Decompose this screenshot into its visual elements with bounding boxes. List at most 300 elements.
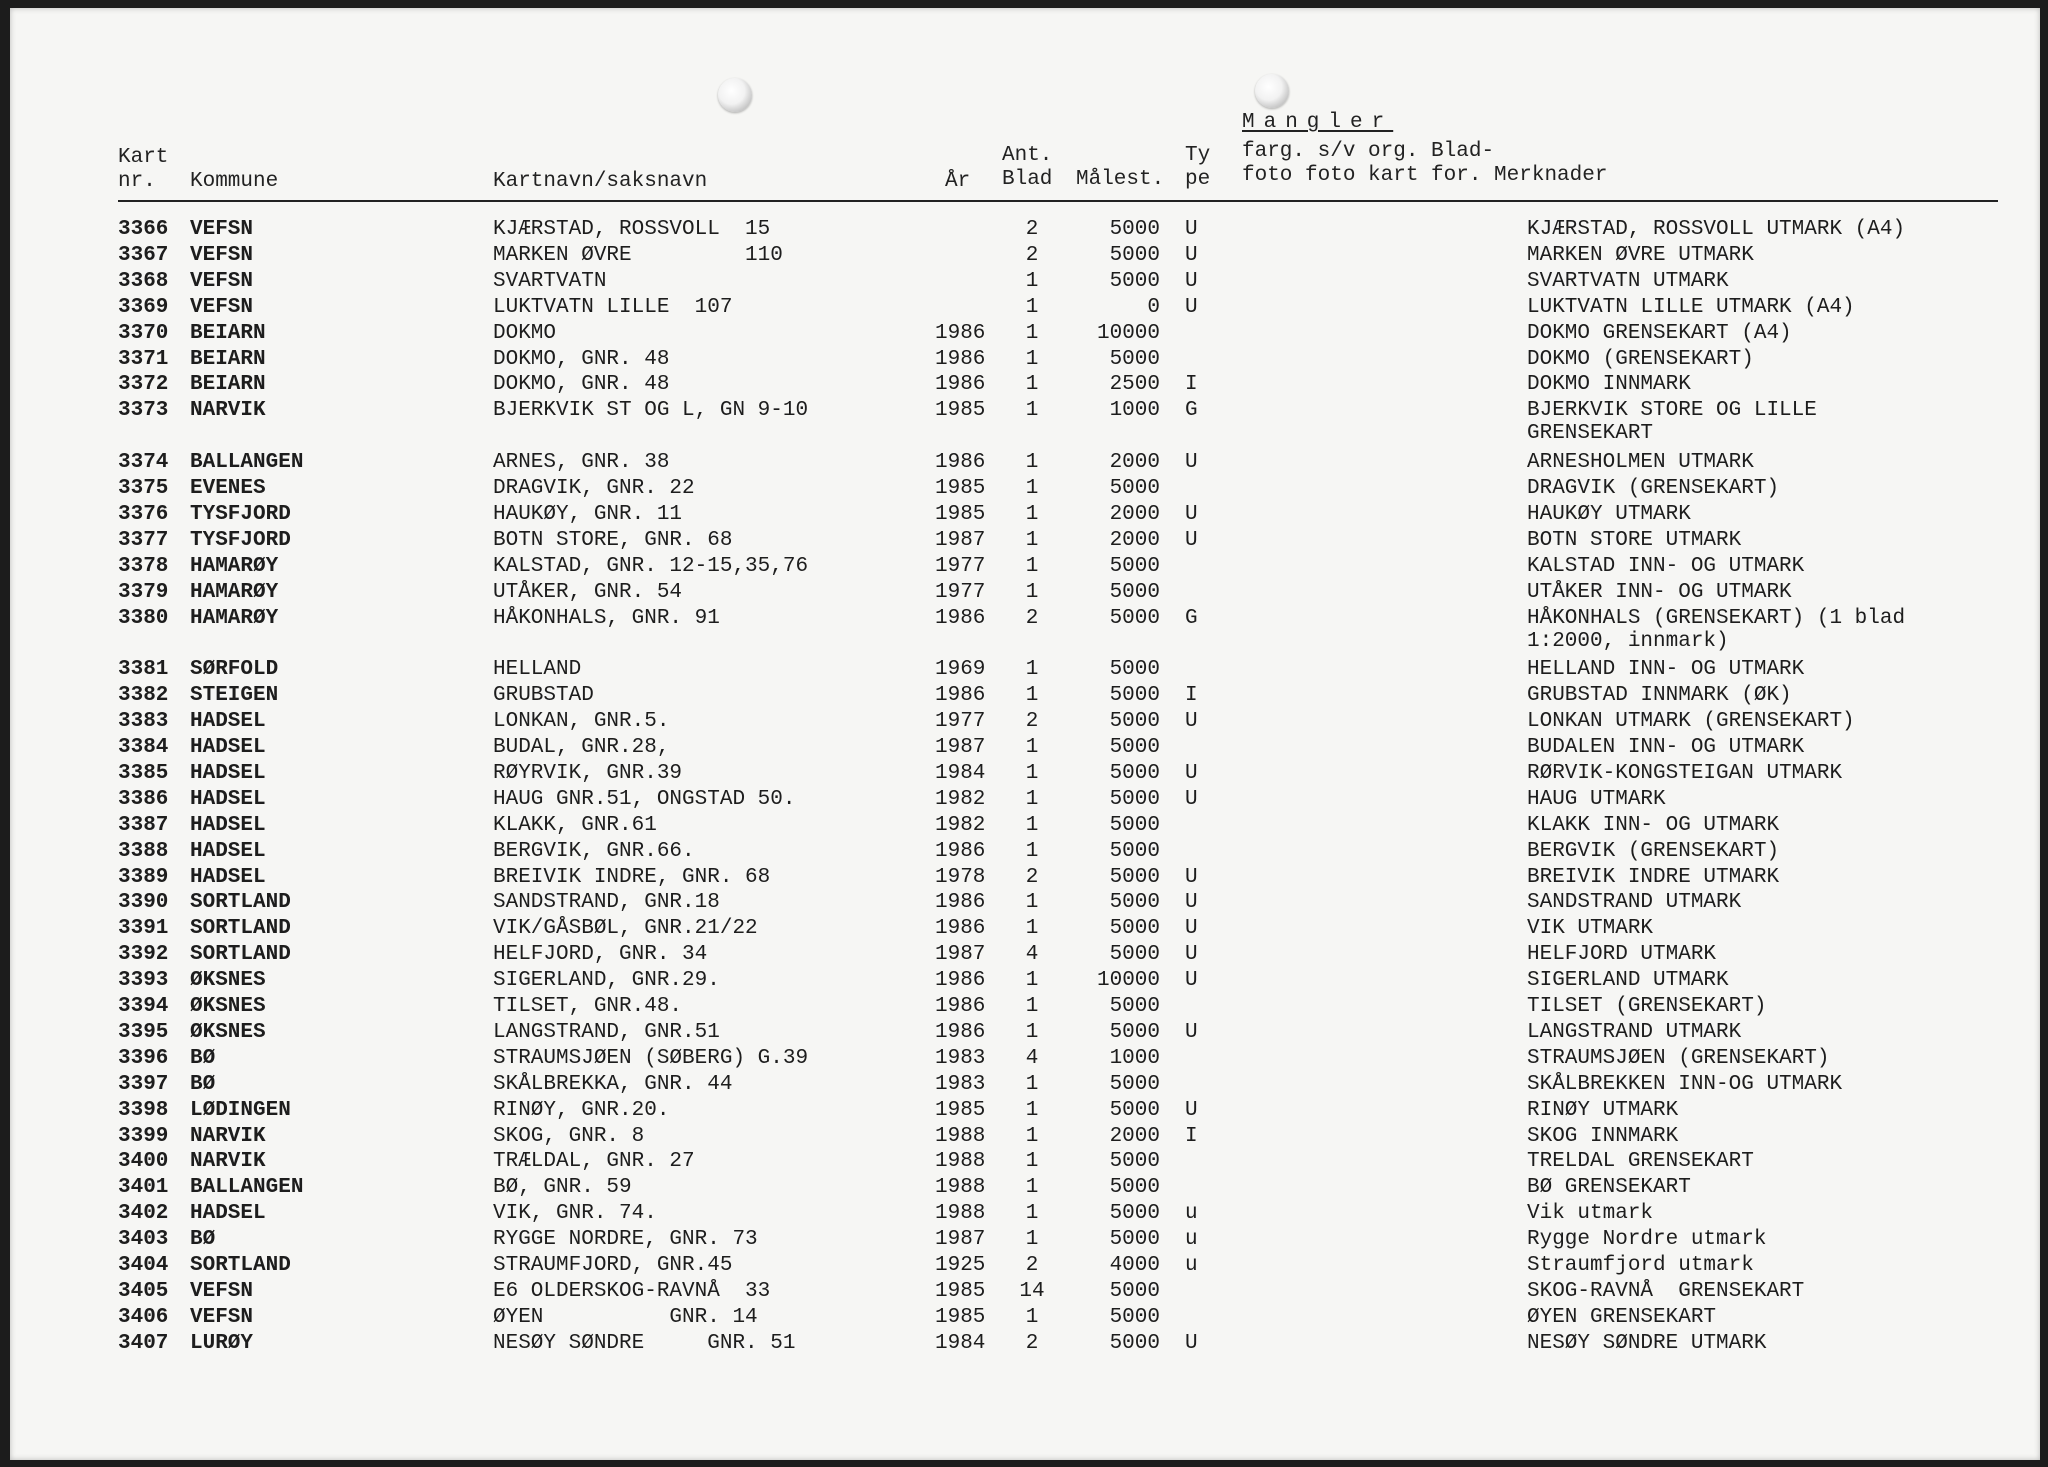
row-malestokk: 10000: [1096, 969, 1160, 993]
row-blad: 1: [1025, 1176, 1039, 1200]
row-number: 3385: [118, 761, 169, 785]
row-type: U: [1185, 502, 1198, 526]
row-number: 3372: [118, 373, 169, 397]
row-kommune: LURØY: [190, 1331, 254, 1355]
table-row: [10, 1073, 2040, 1099]
row-blad: 2: [1025, 710, 1039, 734]
row-blad: 4: [1025, 943, 1039, 967]
row-kartnavn: E6 OLDERSKOG-RAVNÅ 33: [493, 1279, 771, 1303]
row-merknad: ARNESHOLMEN UTMARK: [1527, 451, 1754, 475]
row-kartnavn: TRÆLDAL, GNR. 27: [493, 1150, 695, 1174]
punch-hole-right: [1255, 74, 1289, 108]
row-kommune: BALLANGEN: [190, 451, 304, 475]
row-malestokk: 5000: [1109, 554, 1160, 578]
row-kommune: BALLANGEN: [190, 1176, 304, 1200]
table-row: [10, 788, 2040, 814]
row-malestokk: 5000: [1109, 839, 1160, 863]
row-ar: 1986: [935, 321, 986, 345]
row-malestokk: 5000: [1109, 1202, 1160, 1226]
row-type: U: [1185, 710, 1198, 734]
row-merknad: HELFJORD UTMARK: [1527, 943, 1717, 967]
row-malestokk: 5000: [1109, 1305, 1160, 1329]
row-kartnavn: MARKEN ØVRE 110: [493, 243, 783, 267]
row-kommune: SORTLAND: [190, 917, 291, 941]
row-malestokk: 5000: [1109, 813, 1160, 837]
row-merknad: Rygge Nordre utmark: [1527, 1228, 1767, 1252]
row-kommune: ØKSNES: [190, 969, 266, 993]
row-number: 3386: [118, 787, 169, 811]
row-kartnavn: RYGGE NORDRE, GNR. 73: [493, 1228, 758, 1252]
row-merknad: LUKTVATN LILLE UTMARK (A4): [1527, 295, 1855, 319]
row-number: 3369: [118, 295, 169, 319]
row-kommune: HAMARØY: [190, 554, 279, 578]
row-number: 3401: [118, 1176, 169, 1200]
row-kartnavn: DOKMO: [493, 321, 557, 345]
row-ar: 1986: [935, 451, 986, 475]
row-kartnavn: KJÆRSTAD, ROSSVOLL 15: [493, 218, 771, 241]
row-kartnavn: RØYRVIK, GNR.39: [493, 761, 683, 785]
row-number: 3368: [118, 269, 169, 293]
row-merknad: TILSET (GRENSEKART): [1527, 995, 1767, 1018]
row-blad: 1: [1025, 321, 1039, 345]
row-malestokk: 5000: [1109, 347, 1160, 371]
row-type: U: [1185, 269, 1198, 293]
row-type: U: [1185, 1098, 1198, 1122]
row-kommune: NARVIK: [190, 1124, 266, 1148]
row-merknad: BOTN STORE UTMARK: [1527, 528, 1742, 552]
row-merknad: SIGERLAND UTMARK: [1527, 969, 1729, 993]
row-kartnavn: BUDAL, GNR.28,: [493, 736, 670, 759]
row-type: U: [1185, 295, 1198, 319]
row-ar: 1986: [935, 995, 986, 1018]
row-ar: 1988: [935, 1124, 986, 1148]
row-kommune: ØKSNES: [190, 1020, 266, 1044]
row-kommune: HADSEL: [190, 813, 266, 837]
row-merknad: DOKMO (GRENSEKART): [1527, 347, 1754, 371]
row-type: u: [1185, 1254, 1198, 1277]
table-row: [10, 917, 2040, 943]
row-number: 3389: [118, 865, 169, 889]
row-type: u: [1185, 1202, 1198, 1226]
row-ar: 1985: [935, 477, 986, 500]
table-row: [10, 1202, 2040, 1228]
table-row: [10, 1332, 2040, 1358]
row-ar: 1925: [935, 1254, 986, 1277]
table-row: [10, 1280, 2040, 1306]
row-malestokk: 5000: [1109, 1098, 1160, 1122]
row-number: 3383: [118, 710, 169, 734]
row-blad: 1: [1025, 373, 1039, 397]
table-row: [10, 891, 2040, 917]
row-kommune: VEFSN: [190, 243, 254, 267]
row-kommune: SØRFOLD: [190, 658, 279, 682]
row-merknad: SKOG-RAVNÅ GRENSEKART: [1527, 1279, 1805, 1303]
row-kommune: NARVIK: [190, 1150, 266, 1174]
row-number: 3375: [118, 477, 169, 500]
row-blad: 1: [1025, 917, 1039, 941]
row-ar: 1977: [935, 554, 986, 578]
header-kart-line2: nr.: [118, 170, 156, 193]
row-kommune: ØKSNES: [190, 995, 266, 1018]
table-row: [10, 555, 2040, 581]
row-kommune: VEFSN: [190, 218, 254, 241]
row-ar: 1988: [935, 1150, 986, 1174]
row-ar: 1986: [935, 606, 986, 630]
table-row: [10, 943, 2040, 969]
row-merknad: Vik utmark: [1527, 1202, 1654, 1226]
row-number: 3406: [118, 1305, 169, 1329]
row-kartnavn: LUKTVATN LILLE 107: [493, 295, 733, 319]
table-row: [10, 1254, 2040, 1280]
row-kommune: TYSFJORD: [190, 528, 291, 552]
row-blad: 1: [1025, 736, 1039, 759]
row-merknad: GRUBSTAD INNMARK (ØK): [1527, 684, 1792, 708]
row-blad: 1: [1025, 347, 1039, 371]
row-merknad: BJERKVIK STORE OG LILLE GRENSEKART: [1527, 399, 1817, 446]
row-blad: 2: [1025, 1254, 1039, 1277]
row-ar: 1986: [935, 1020, 986, 1044]
row-kartnavn: HAUG GNR.51, ONGSTAD 50.: [493, 787, 796, 811]
row-kommune: HADSEL: [190, 710, 266, 734]
row-number: 3387: [118, 813, 169, 837]
row-blad: 2: [1025, 243, 1039, 267]
row-kartnavn: GRUBSTAD: [493, 684, 594, 708]
row-kommune: SORTLAND: [190, 891, 291, 915]
row-number: 3384: [118, 736, 169, 759]
row-merknad: HAUKØY UTMARK: [1527, 502, 1691, 526]
row-merknad: LONKAN UTMARK (GRENSEKART): [1527, 710, 1855, 734]
row-malestokk: 4000: [1109, 1254, 1160, 1277]
row-kommune: BØ: [190, 1072, 216, 1096]
header-type-line2: pe: [1185, 168, 1211, 191]
row-merknad: HÅKONHALS (GRENSEKART) (1 blad 1:2000, innmark): [1527, 606, 1906, 653]
row-merknad: KJÆRSTAD, ROSSVOLL UTMARK (A4): [1527, 218, 1906, 241]
row-blad: 1: [1025, 269, 1039, 293]
row-kartnavn: NESØY SØNDRE GNR. 51: [493, 1331, 796, 1355]
row-ar: 1986: [935, 684, 986, 708]
row-malestokk: 0: [1147, 295, 1160, 319]
row-blad: 1: [1025, 995, 1039, 1018]
row-merknad: RINØY UTMARK: [1527, 1098, 1679, 1122]
row-type: U: [1185, 1331, 1198, 1355]
row-kommune: LØDINGEN: [190, 1098, 291, 1122]
row-blad: 1: [1025, 399, 1039, 423]
row-kartnavn: DOKMO, GNR. 48: [493, 347, 670, 371]
row-type: U: [1185, 943, 1198, 967]
row-malestokk: 5000: [1109, 787, 1160, 811]
row-kartnavn: DOKMO, GNR. 48: [493, 373, 670, 397]
row-merknad: SKOG INNMARK: [1527, 1124, 1679, 1148]
table-row: [10, 736, 2040, 762]
table-row: [10, 969, 2040, 995]
row-kartnavn: RINØY, GNR.20.: [493, 1098, 670, 1122]
row-number: 3371: [118, 347, 169, 371]
row-number: 3405: [118, 1279, 169, 1303]
punch-hole-left: [718, 78, 752, 112]
row-malestokk: 5000: [1109, 761, 1160, 785]
row-kommune: BEIARN: [190, 347, 266, 371]
row-ar: 1982: [935, 813, 986, 837]
row-blad: 1: [1025, 1098, 1039, 1122]
row-malestokk: 5000: [1109, 736, 1160, 759]
header-kommune: Kommune: [190, 170, 279, 193]
row-ar: 1988: [935, 1176, 986, 1200]
row-ar: 1983: [935, 1046, 986, 1070]
header-ant-line1: Ant.: [1002, 144, 1053, 167]
row-number: 3407: [118, 1331, 169, 1355]
row-blad: 1: [1025, 477, 1039, 500]
table-row: [10, 606, 2040, 653]
row-blad: 2: [1025, 865, 1039, 889]
row-blad: 1: [1025, 787, 1039, 811]
table-row: [10, 840, 2040, 866]
row-merknad: SKÅLBREKKEN INN-OG UTMARK: [1527, 1072, 1843, 1096]
row-ar: 1986: [935, 969, 986, 993]
row-kommune: VEFSN: [190, 269, 254, 293]
header-ant-line2: Blad: [1002, 168, 1053, 191]
row-blad: 4: [1025, 1046, 1039, 1070]
row-ar: 1986: [935, 839, 986, 863]
table-row: [10, 1228, 2040, 1254]
row-type: U: [1185, 218, 1198, 241]
row-type: U: [1185, 451, 1198, 475]
row-kommune: SORTLAND: [190, 943, 291, 967]
row-blad: 1: [1025, 891, 1039, 915]
row-number: 3404: [118, 1254, 169, 1277]
row-merknad: NESØY SØNDRE UTMARK: [1527, 1331, 1767, 1355]
row-merknad: HAUG UTMARK: [1527, 787, 1666, 811]
table-row: [10, 1150, 2040, 1176]
row-blad: 1: [1025, 1072, 1039, 1096]
row-merknad: RØRVIK-KONGSTEIGAN UTMARK: [1527, 761, 1843, 785]
row-ar: 1987: [935, 736, 986, 759]
row-kommune: STEIGEN: [190, 684, 279, 708]
row-kommune: HADSEL: [190, 736, 266, 759]
row-number: 3367: [118, 243, 169, 267]
row-kartnavn: VIK/GÅSBØL, GNR.21/22: [493, 917, 758, 941]
row-blad: 2: [1025, 218, 1039, 241]
row-type: U: [1185, 787, 1198, 811]
row-merknad: MARKEN ØVRE UTMARK: [1527, 243, 1754, 267]
row-merknad: DOKMO INNMARK: [1527, 373, 1691, 397]
row-kartnavn: SVARTVATN: [493, 269, 607, 293]
table-row: [10, 995, 2040, 1021]
row-blad: 1: [1025, 580, 1039, 604]
row-kommune: VEFSN: [190, 295, 254, 319]
row-malestokk: 5000: [1109, 710, 1160, 734]
row-ar: 1985: [935, 1098, 986, 1122]
row-number: 3370: [118, 321, 169, 345]
row-kartnavn: SANDSTRAND, GNR.18: [493, 891, 720, 915]
table-row: [10, 658, 2040, 684]
row-blad: 1: [1025, 295, 1039, 319]
row-malestokk: 5000: [1109, 243, 1160, 267]
row-blad: 1: [1025, 1150, 1039, 1174]
table-row: [10, 866, 2040, 892]
row-kartnavn: BOTN STORE, GNR. 68: [493, 528, 733, 552]
row-ar: 1988: [935, 1202, 986, 1226]
row-merknad: DOKMO GRENSEKART (A4): [1527, 321, 1792, 345]
row-malestokk: 1000: [1109, 1046, 1160, 1070]
row-kommune: NARVIK: [190, 399, 266, 423]
table-row: [10, 1125, 2040, 1151]
row-ar: 1985: [935, 1305, 986, 1329]
row-type: U: [1185, 243, 1198, 267]
row-kommune: VEFSN: [190, 1279, 254, 1303]
row-malestokk: 5000: [1109, 218, 1160, 241]
row-blad: 1: [1025, 684, 1039, 708]
row-malestokk: 5000: [1109, 1176, 1160, 1200]
row-number: 3380: [118, 606, 169, 630]
row-merknad: LANGSTRAND UTMARK: [1527, 1020, 1742, 1044]
row-number: 3388: [118, 839, 169, 863]
header-mangler-line2: foto foto kart for. Merknader: [1242, 164, 1608, 187]
row-kommune: VEFSN: [190, 1305, 254, 1329]
row-kartnavn: LANGSTRAND, GNR.51: [493, 1020, 720, 1044]
row-malestokk: 5000: [1109, 580, 1160, 604]
row-malestokk: 2000: [1109, 528, 1160, 552]
row-kartnavn: HAUKØY, GNR. 11: [493, 502, 683, 526]
row-ar: 1984: [935, 1331, 986, 1355]
row-kartnavn: ØYEN GNR. 14: [493, 1305, 758, 1329]
row-number: 3391: [118, 917, 169, 941]
row-malestokk: 10000: [1096, 321, 1160, 345]
row-kommune: HADSEL: [190, 1202, 266, 1226]
row-type: U: [1185, 891, 1198, 915]
row-type: U: [1185, 969, 1198, 993]
row-malestokk: 2500: [1109, 373, 1160, 397]
row-kommune: BØ: [190, 1046, 216, 1070]
row-type: I: [1185, 684, 1198, 708]
row-blad: 14: [1019, 1279, 1045, 1303]
table-row: [10, 684, 2040, 710]
row-kommune: HADSEL: [190, 787, 266, 811]
row-blad: 2: [1025, 606, 1039, 630]
row-type: I: [1185, 1124, 1198, 1148]
row-malestokk: 5000: [1109, 995, 1160, 1018]
row-number: 3379: [118, 580, 169, 604]
row-kartnavn: UTÅKER, GNR. 54: [493, 580, 683, 604]
row-ar: 1986: [935, 373, 986, 397]
row-merknad: BUDALEN INN- OG UTMARK: [1527, 736, 1805, 759]
table-row: [10, 244, 2040, 270]
row-number: 3402: [118, 1202, 169, 1226]
row-kommune: HADSEL: [190, 839, 266, 863]
row-kommune: HADSEL: [190, 761, 266, 785]
row-malestokk: 5000: [1109, 1331, 1160, 1355]
row-number: 3382: [118, 684, 169, 708]
row-malestokk: 2000: [1109, 502, 1160, 526]
row-kartnavn: SKÅLBREKKA, GNR. 44: [493, 1072, 733, 1096]
row-blad: 1: [1025, 969, 1039, 993]
row-ar: 1977: [935, 710, 986, 734]
row-number: 3377: [118, 528, 169, 552]
row-number: 3390: [118, 891, 169, 915]
row-malestokk: 5000: [1109, 1150, 1160, 1174]
table-row: [10, 399, 2040, 446]
row-ar: 1986: [935, 347, 986, 371]
table-row: [10, 1021, 2040, 1047]
row-ar: 1982: [935, 787, 986, 811]
row-number: 3376: [118, 502, 169, 526]
row-kartnavn: HELFJORD, GNR. 34: [493, 943, 708, 967]
row-kartnavn: DRAGVIK, GNR. 22: [493, 477, 695, 500]
row-number: 3381: [118, 658, 169, 682]
row-type: I: [1185, 373, 1198, 397]
table-row: [10, 270, 2040, 296]
row-type: U: [1185, 528, 1198, 552]
table-row: [10, 373, 2040, 399]
row-malestokk: 2000: [1109, 451, 1160, 475]
row-number: 3396: [118, 1046, 169, 1070]
row-type: U: [1185, 865, 1198, 889]
header-malest: Målest.: [1076, 168, 1165, 191]
row-malestokk: 5000: [1109, 891, 1160, 915]
row-kartnavn: KLAKK, GNR.61: [493, 813, 657, 837]
row-ar: 1985: [935, 502, 986, 526]
table-row: [10, 762, 2040, 788]
row-blad: 1: [1025, 451, 1039, 475]
row-kartnavn: VIK, GNR. 74.: [493, 1202, 657, 1226]
row-malestokk: 1000: [1109, 399, 1160, 423]
row-merknad: KLAKK INN- OG UTMARK: [1527, 813, 1780, 837]
document-sheet: [10, 8, 2040, 1460]
row-kommune: HADSEL: [190, 865, 266, 889]
row-ar: 1985: [935, 399, 986, 423]
table-row: [10, 1306, 2040, 1332]
row-malestokk: 5000: [1109, 1228, 1160, 1252]
header-kart-line1: Kart: [118, 146, 169, 169]
row-number: 3374: [118, 451, 169, 475]
table-row: [10, 322, 2040, 348]
row-ar: 1984: [935, 761, 986, 785]
row-blad: 1: [1025, 761, 1039, 785]
row-type: U: [1185, 761, 1198, 785]
row-number: 3393: [118, 969, 169, 993]
row-type: u: [1185, 1228, 1198, 1252]
row-malestokk: 5000: [1109, 1072, 1160, 1096]
table-row: [10, 1047, 2040, 1073]
row-ar: 1987: [935, 943, 986, 967]
row-blad: 1: [1025, 658, 1039, 682]
row-merknad: ØYEN GRENSEKART: [1527, 1305, 1717, 1329]
table-row: [10, 218, 2040, 244]
row-blad: 1: [1025, 1020, 1039, 1044]
header-type-line1: Ty: [1185, 144, 1211, 167]
row-type: G: [1185, 606, 1198, 630]
row-kommune: BØ: [190, 1228, 216, 1252]
row-merknad: STRAUMSJØEN (GRENSEKART): [1527, 1046, 1830, 1070]
row-number: 3397: [118, 1072, 169, 1096]
row-kartnavn: BERGVIK, GNR.66.: [493, 839, 695, 863]
row-ar: 1969: [935, 658, 986, 682]
row-kommune: EVENES: [190, 477, 266, 500]
row-merknad: BERGVIK (GRENSEKART): [1527, 839, 1780, 863]
row-blad: 1: [1025, 813, 1039, 837]
row-merknad: HELLAND INN- OG UTMARK: [1527, 658, 1805, 682]
row-number: 3392: [118, 943, 169, 967]
row-merknad: SANDSTRAND UTMARK: [1527, 891, 1742, 915]
row-ar: 1985: [935, 1279, 986, 1303]
header-mangler: Mangler: [1242, 111, 1394, 134]
table-row: [10, 710, 2040, 736]
row-kommune: BEIARN: [190, 321, 266, 345]
row-merknad: VIK UTMARK: [1527, 917, 1654, 941]
row-blad: 1: [1025, 1202, 1039, 1226]
row-kartnavn: HÅKONHALS, GNR. 91: [493, 606, 720, 630]
header-kartnavn: Kartnavn/saksnavn: [493, 170, 708, 193]
row-ar: 1978: [935, 865, 986, 889]
